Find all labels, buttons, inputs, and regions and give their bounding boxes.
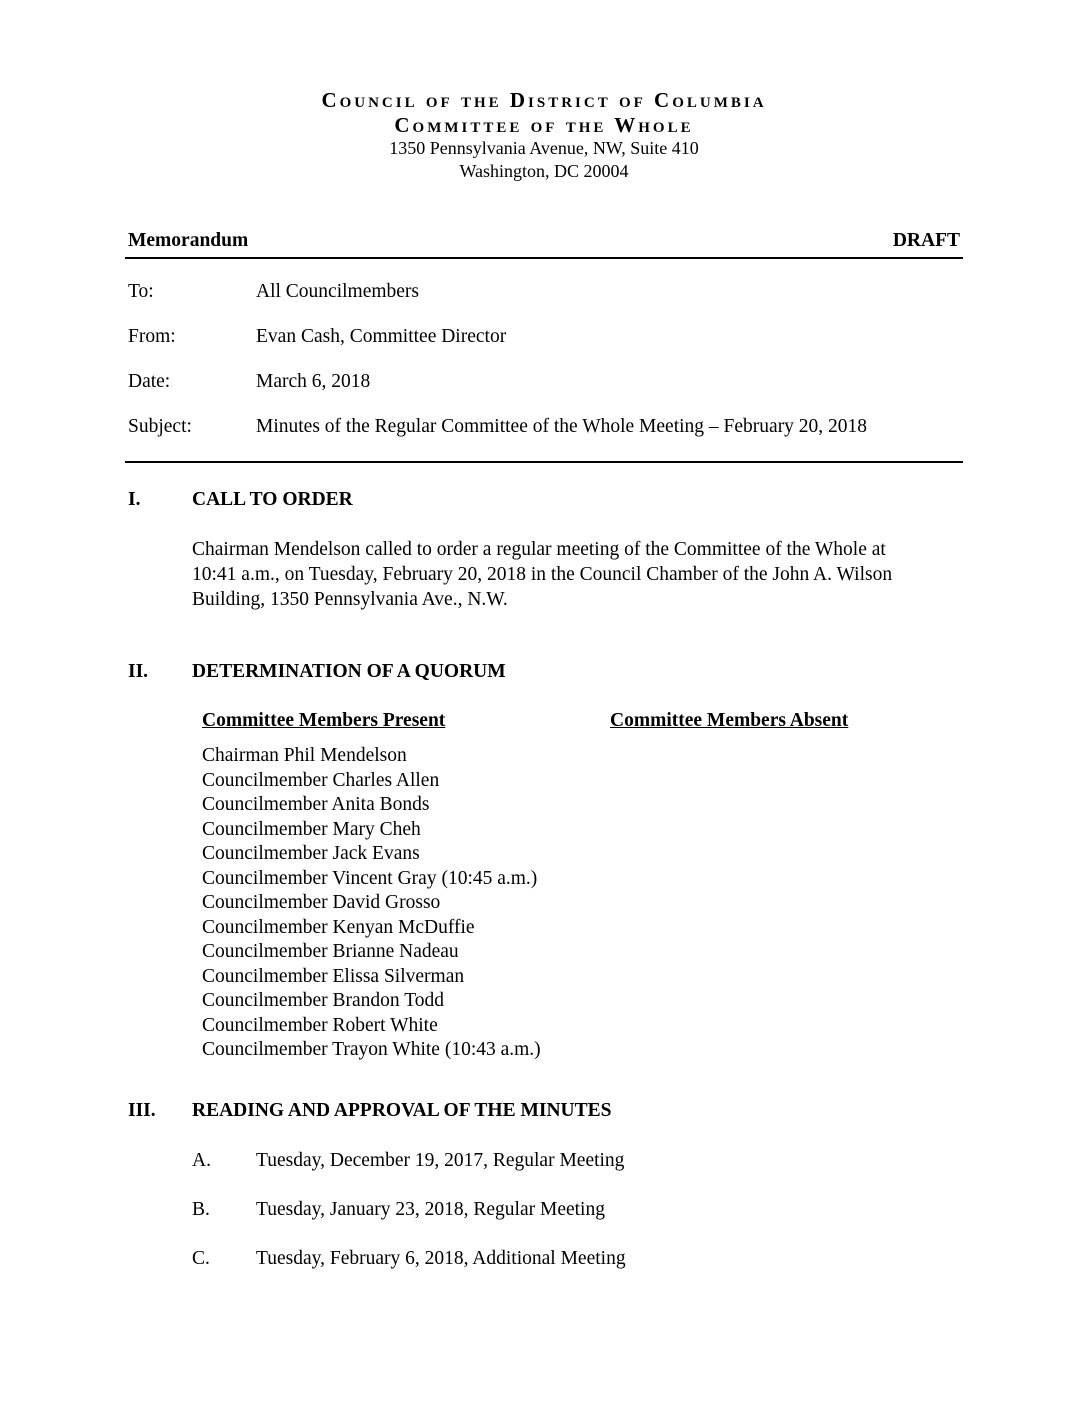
- list-item: Councilmember Elissa Silverman: [202, 965, 465, 987]
- memo-top-rule: [125, 257, 963, 259]
- section-i-title: CALL TO ORDER: [192, 489, 353, 510]
- list-item: Councilmember Brandon Todd: [202, 990, 444, 1011]
- call-to-order-paragraph: [192, 537, 892, 612]
- list-item: Councilmember Vincent Gray (10:45 a.m.): [202, 867, 538, 889]
- section-i-number: I.: [128, 489, 141, 510]
- from-value: Evan Cash, Committee Director: [256, 326, 507, 347]
- list-item: Councilmember Anita Bonds: [202, 794, 430, 815]
- from-label: From:: [128, 326, 176, 347]
- list-item: Councilmember Trayon White (10:43 a.m.): [202, 1039, 541, 1060]
- members-absent-heading: Committee Members Absent: [610, 710, 849, 731]
- list-item: Councilmember Jack Evans: [202, 843, 420, 864]
- list-item: Councilmember Robert White: [202, 1014, 438, 1036]
- minutes-item-b-letter: B.: [192, 1199, 210, 1220]
- to-label: To:: [128, 281, 154, 302]
- minutes-item-a-letter: A.: [192, 1150, 211, 1171]
- list-item: Councilmember Charles Allen: [202, 769, 440, 791]
- list-item: Councilmember Kenyan McDuffie: [202, 916, 475, 938]
- letterhead-committee: Committee of the Whole: [394, 113, 694, 137]
- minutes-item-b-text: Tuesday, January 23, 2018, Regular Meeting: [256, 1199, 605, 1220]
- section-ii-title: DETERMINATION OF A QUORUM: [192, 661, 506, 682]
- minutes-item-a-text: Tuesday, December 19, 2017, Regular Meeting: [256, 1150, 625, 1171]
- draft-label: DRAFT: [892, 230, 960, 251]
- list-item: Councilmember Brianne Nadeau: [202, 941, 459, 962]
- list-item: Chairman Phil Mendelson: [202, 745, 407, 766]
- members-present-heading: Committee Members Present: [202, 710, 446, 731]
- paragraph-line: 10:41 a.m., on Tuesday, February 20, 2018 in the Council Chamber of the John A. Wilson: [192, 564, 893, 585]
- paragraph-line: Chairman Mendelson called to order a regular meeting of the Committee of the Whole at: [192, 539, 886, 560]
- letterhead-address-line1: 1350 Pennsylvania Avenue, NW, Suite 410: [389, 138, 699, 158]
- minutes-item-c-letter: C.: [192, 1248, 210, 1269]
- members-present-list: [202, 744, 541, 1063]
- memo-title: Memorandum: [128, 230, 249, 251]
- section-iii-number: III.: [128, 1100, 156, 1121]
- letterhead-address-line2: Washington, DC 20004: [459, 161, 629, 181]
- minutes-item-c-text: Tuesday, February 6, 2018, Additional Meeting: [256, 1248, 626, 1269]
- subject-value: Minutes of the Regular Committee of the Whole Meeting – February 20, 2018: [256, 416, 868, 437]
- to-value: All Councilmembers: [256, 281, 420, 302]
- date-value: March 6, 2018: [256, 371, 371, 392]
- section-iii-title: READING AND APPROVAL OF THE MINUTES: [192, 1100, 612, 1121]
- list-item: Councilmember Mary Cheh: [202, 818, 421, 840]
- date-label: Date:: [128, 371, 171, 392]
- memo-bottom-rule: [125, 461, 963, 463]
- paragraph-line: Building, 1350 Pennsylvania Ave., N.W.: [192, 589, 508, 610]
- section-ii-number: II.: [128, 661, 149, 682]
- subject-label: Subject:: [128, 416, 192, 437]
- list-item: Councilmember David Grosso: [202, 892, 441, 913]
- letterhead-council: Council of the District of Columbia: [321, 88, 767, 112]
